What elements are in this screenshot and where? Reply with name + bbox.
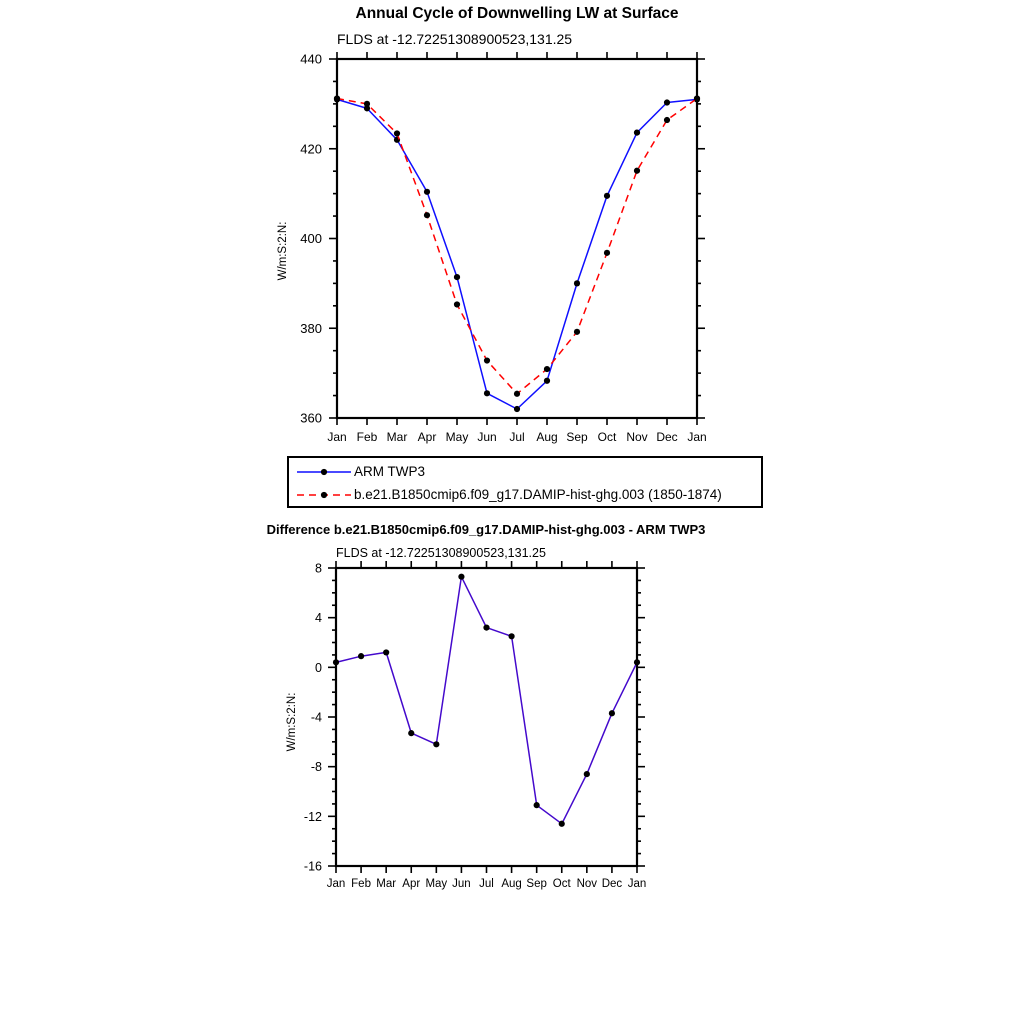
chart-1-series-0 xyxy=(333,574,640,827)
svg-text:Jan: Jan xyxy=(687,430,707,444)
svg-text:May: May xyxy=(445,430,469,444)
legend-line-sample-solid xyxy=(296,465,352,479)
top-chart-subtitle: FLDS at -12.72251308900523,131.25 xyxy=(337,31,573,47)
svg-text:Jan: Jan xyxy=(326,878,346,890)
svg-text:Mar: Mar xyxy=(386,430,408,444)
svg-text:Sep: Sep xyxy=(566,430,588,444)
svg-text:420: 420 xyxy=(300,141,322,157)
svg-text:Dec: Dec xyxy=(601,878,623,890)
svg-text:Nov: Nov xyxy=(576,878,598,890)
svg-text:-12: -12 xyxy=(303,809,322,824)
svg-text:Aug: Aug xyxy=(501,878,522,890)
svg-text:0: 0 xyxy=(315,660,322,675)
legend-entry-arm-twp3 xyxy=(296,460,761,483)
top-chart-y-axis-label: W/m:S:2:N: xyxy=(277,221,289,281)
legend-box xyxy=(287,456,763,508)
svg-text:4: 4 xyxy=(315,611,322,626)
legend-label-model: b.e21.B1850cmip6.f09_g17.DAMIP-hist-ghg.003 (1850-1874) xyxy=(354,487,722,502)
chart-1 xyxy=(304,561,646,890)
svg-text:Jan: Jan xyxy=(627,878,647,890)
svg-text:400: 400 xyxy=(300,231,322,246)
bottom-chart-y-axis-label: W/m:S:2:N: xyxy=(286,692,298,752)
chart-0-series-0 xyxy=(334,96,700,412)
svg-text:Jun: Jun xyxy=(452,878,471,890)
chart-0-axes xyxy=(300,52,706,445)
legend-line-sample-dashed xyxy=(296,488,352,502)
svg-text:Oct: Oct xyxy=(552,878,571,890)
svg-text:-8: -8 xyxy=(310,760,322,775)
svg-text:Sep: Sep xyxy=(526,878,547,890)
svg-text:Feb: Feb xyxy=(356,430,378,444)
svg-text:Apr: Apr xyxy=(402,878,421,890)
svg-text:440: 440 xyxy=(300,51,322,67)
legend-entry-model xyxy=(296,483,761,506)
svg-text:Mar: Mar xyxy=(376,878,397,890)
svg-text:8: 8 xyxy=(315,561,322,576)
legend-label-arm-twp3: ARM TWP3 xyxy=(354,464,426,479)
svg-text:Dec: Dec xyxy=(656,430,678,444)
svg-text:Jul: Jul xyxy=(479,878,494,890)
svg-text:Jun: Jun xyxy=(477,430,497,444)
svg-text:-16: -16 xyxy=(303,859,322,874)
svg-text:Oct: Oct xyxy=(597,430,617,444)
svg-text:Apr: Apr xyxy=(417,430,437,444)
svg-text:Aug: Aug xyxy=(536,430,558,444)
bottom-chart-subtitle: FLDS at -12.72251308900523,131.25 xyxy=(336,546,546,560)
svg-text:Feb: Feb xyxy=(351,878,371,890)
chart-1-axes xyxy=(304,561,646,890)
svg-text:380: 380 xyxy=(300,320,322,336)
top-chart-title: Annual Cycle of Downwelling LW at Surface xyxy=(355,5,679,22)
svg-text:Jul: Jul xyxy=(509,430,525,444)
bottom-chart-title: Difference b.e21.B1850cmip6.f09_g17.DAMIP-hist-ghg.003 - ARM TWP3 xyxy=(266,522,706,537)
chart-0-series-1 xyxy=(334,95,700,396)
svg-text:-4: -4 xyxy=(310,710,322,725)
chart-0 xyxy=(300,52,706,445)
svg-text:Jan: Jan xyxy=(327,430,347,444)
svg-text:360: 360 xyxy=(300,410,322,426)
svg-text:Nov: Nov xyxy=(626,430,648,444)
svg-text:May: May xyxy=(425,878,448,890)
